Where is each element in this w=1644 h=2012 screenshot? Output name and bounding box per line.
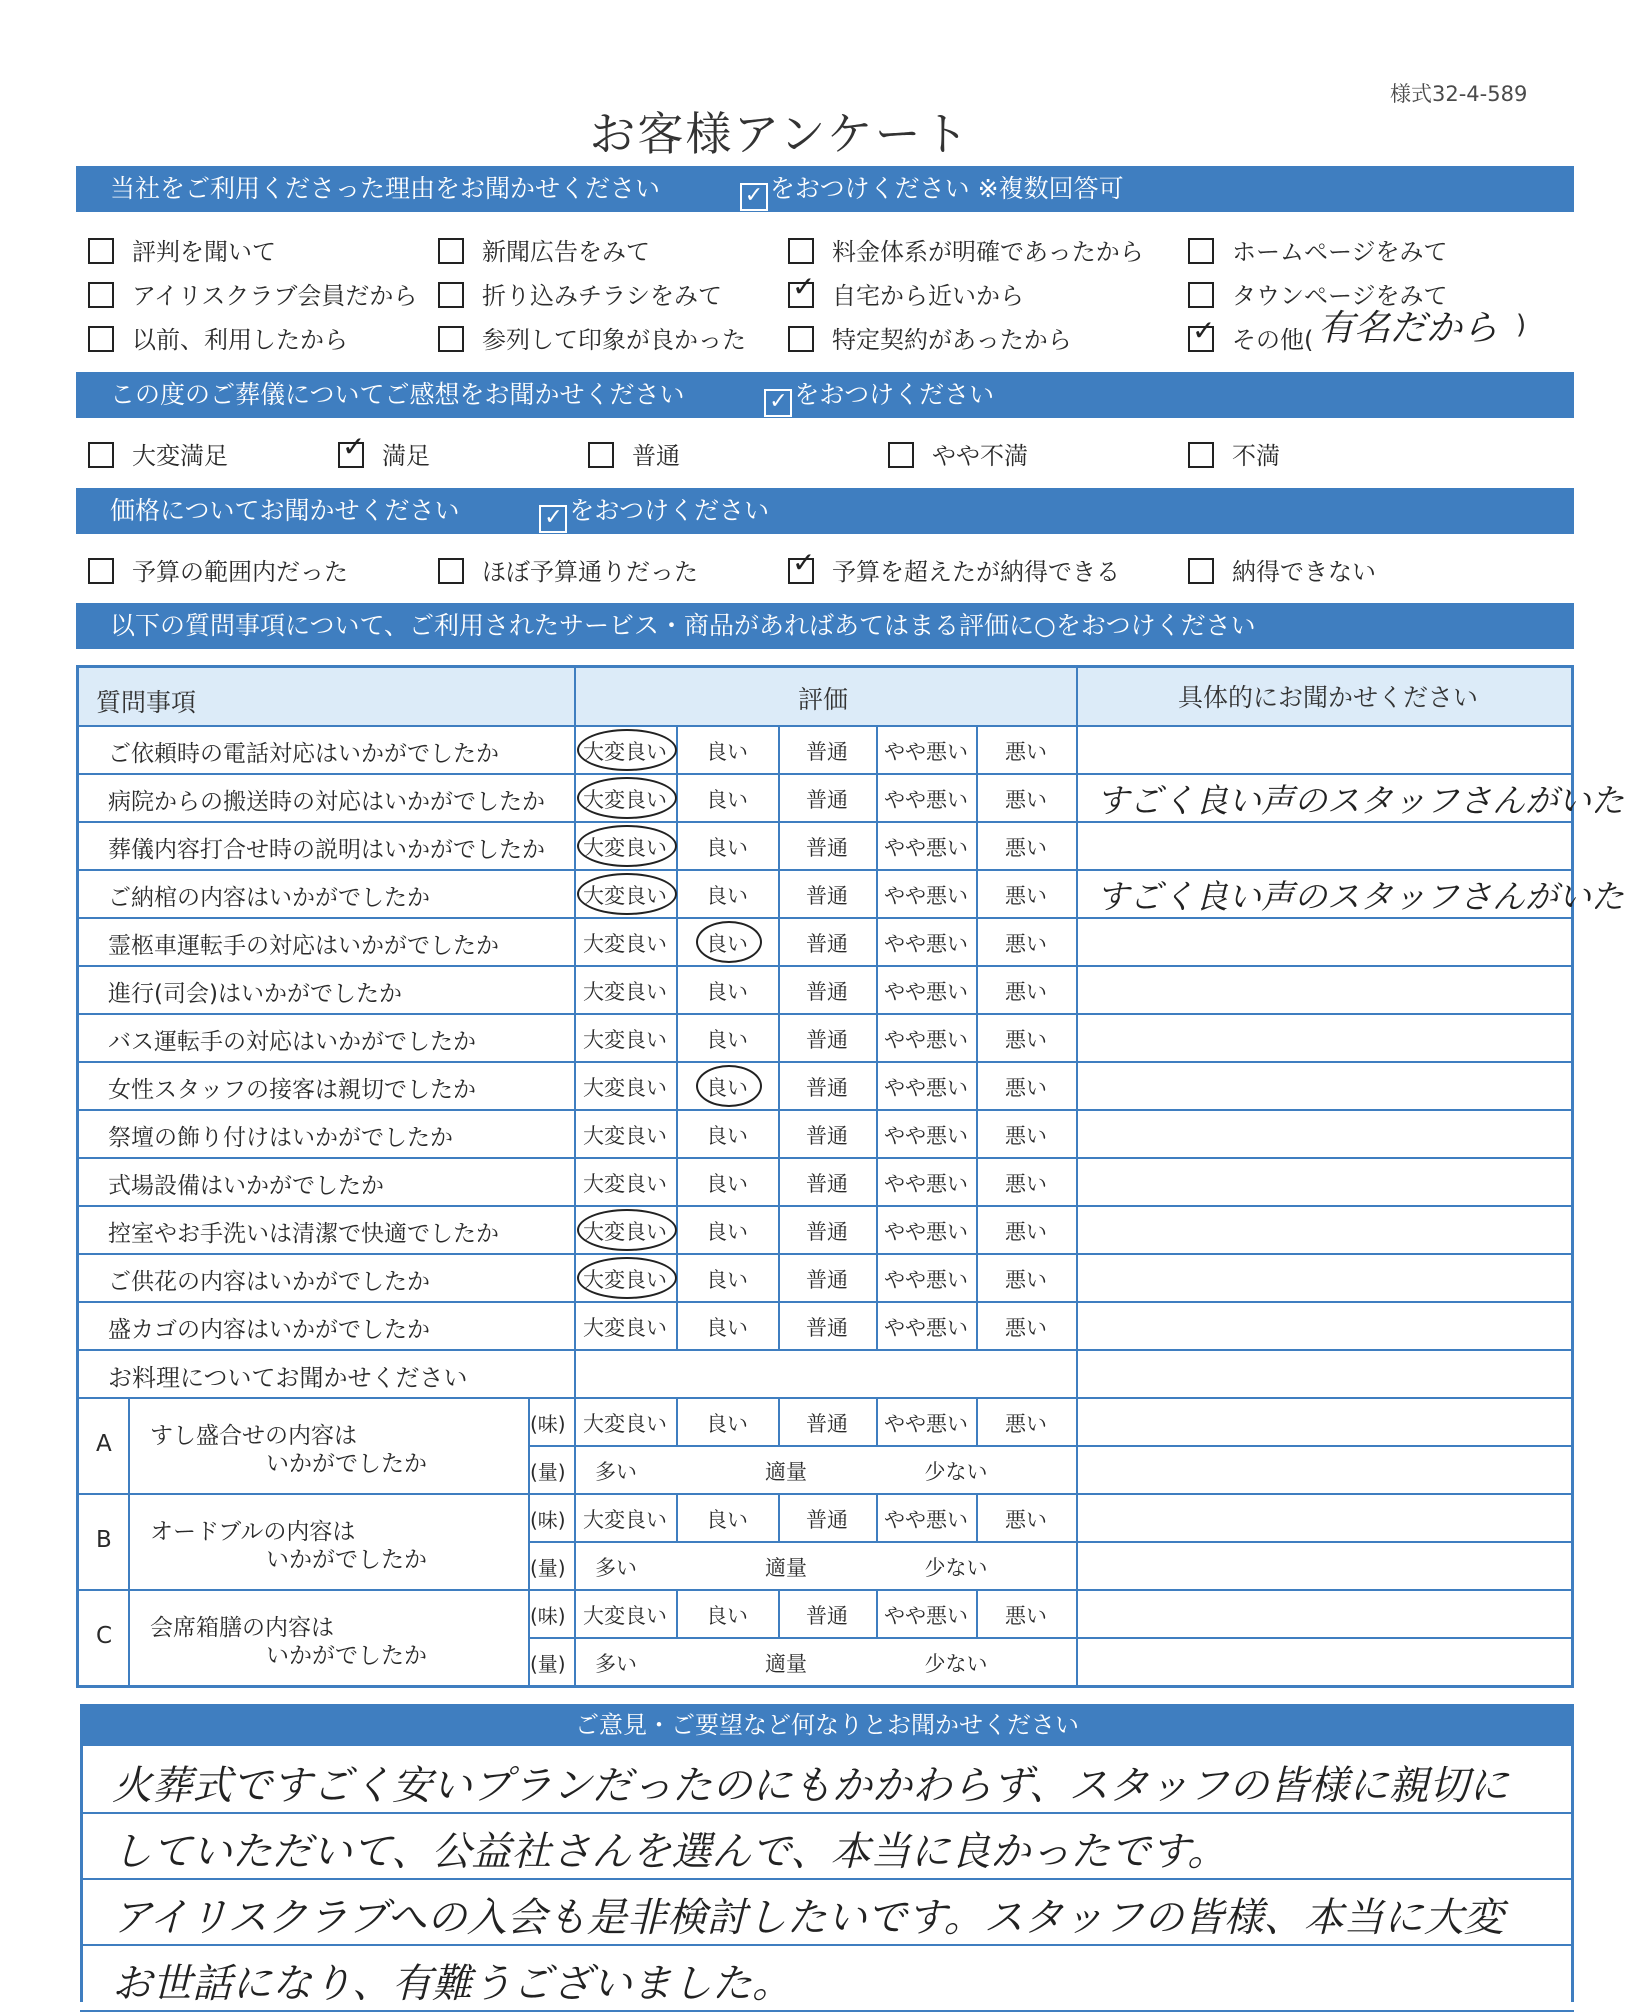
selected-rating-circle <box>577 873 677 915</box>
rating-option[interactable]: 普通 <box>806 1220 848 1244</box>
question-label: 進行(司会)はいかがでしたか <box>108 981 402 1007</box>
rating-option[interactable]: 大変良い <box>583 1124 667 1148</box>
amount-option[interactable]: 多い <box>595 1460 637 1484</box>
taste-label: (味) <box>530 1604 566 1628</box>
rating-option[interactable]: 悪い <box>1005 1076 1047 1100</box>
remark-line: 火葬式ですごく安いプランだったのにもかかわらず、スタッフの皆様に親切に <box>112 1763 1509 1809</box>
taste-label: (味) <box>530 1412 566 1436</box>
checkbox[interactable] <box>88 442 114 468</box>
amount-option[interactable]: 少ない <box>924 1460 988 1484</box>
grid-rule <box>528 1445 1574 1447</box>
remark-rule <box>80 1812 1574 1814</box>
rating-option[interactable]: 良い <box>706 1124 748 1148</box>
checked-checkbox[interactable] <box>338 442 364 468</box>
checkbox[interactable] <box>1188 282 1214 308</box>
option-label: 折り込みチラシをみて <box>482 282 722 310</box>
rating-option[interactable]: 悪い <box>1005 1268 1047 1292</box>
checked-checkbox[interactable] <box>788 282 814 308</box>
taste-label: (味) <box>530 1508 566 1532</box>
question-label: 霊柩車運転手の対応はいかがでしたか <box>108 933 499 959</box>
option-label: 普通 <box>632 442 680 470</box>
rating-option[interactable]: やや悪い <box>884 932 968 956</box>
impression-header-suffix: をおつけください <box>794 380 995 409</box>
rating-option[interactable]: やや悪い <box>884 1172 968 1196</box>
rating-option[interactable]: 普通 <box>806 1124 848 1148</box>
rating-option[interactable]: 良い <box>706 1028 748 1052</box>
rating-option[interactable]: 悪い <box>1005 1220 1047 1244</box>
rating-option[interactable]: 良い <box>706 1220 748 1244</box>
option-item[interactable] <box>1188 320 1313 355</box>
grid-rule <box>76 1685 1574 1687</box>
checked-checkbox[interactable] <box>788 558 814 584</box>
amount-option[interactable]: 適量 <box>765 1652 807 1676</box>
question-label: 控室やお手洗いは清潔で快適でしたか <box>108 1221 499 1247</box>
option-label: やや不満 <box>932 442 1028 470</box>
grid-rule <box>76 1397 1574 1399</box>
rating-option[interactable]: 悪い <box>1005 980 1047 1004</box>
amount-label: (量) <box>530 1556 566 1580</box>
option-label: その他( <box>1232 326 1314 354</box>
checkbox[interactable] <box>588 442 614 468</box>
option-item[interactable] <box>88 320 348 355</box>
rating-option[interactable]: 大変良い <box>583 980 667 1004</box>
remarks-frame <box>1571 1704 1574 2002</box>
amount-option[interactable]: 多い <box>595 1556 637 1580</box>
amount-label: (量) <box>530 1460 566 1484</box>
question-label: ご供花の内容はいかがでしたか <box>108 1269 430 1295</box>
reason-header <box>76 166 1574 212</box>
remark-line: していただいて、公益社さんを選んで、本当に良かったです。 <box>112 1829 1228 1875</box>
food-letter: A <box>96 1431 112 1457</box>
rating-option[interactable]: 良い <box>706 1268 748 1292</box>
rating-option[interactable]: 普通 <box>806 932 848 956</box>
question-label: 女性スタッフの接客は親切でしたか <box>108 1077 476 1103</box>
rating-option[interactable]: 普通 <box>806 1076 848 1100</box>
question-label: 葬儀内容打合せ時の説明はいかがでしたか <box>108 837 545 863</box>
rating-option[interactable]: 大変良い <box>583 740 667 764</box>
remark-line: アイリスクラブへの入会も是非検討したいです。スタッフの皆様、本当に大変 <box>112 1895 1504 1941</box>
option-item[interactable] <box>88 276 417 311</box>
taste-option[interactable]: 普通 <box>806 1604 848 1628</box>
grid-rule <box>76 665 1574 668</box>
question-label: 盛カゴの内容はいかがでしたか <box>108 1317 430 1343</box>
option-label: 参列して印象が良かった <box>482 326 746 354</box>
grid-rule <box>528 1637 1574 1639</box>
grid-rule <box>76 1301 1574 1303</box>
grid-rule <box>76 1589 1574 1591</box>
selected-rating-circle <box>696 1065 762 1107</box>
rating-option[interactable]: 良い <box>706 1316 748 1340</box>
option-item[interactable] <box>888 436 1028 471</box>
question-label: 病院からの搬送時の対応はいかがでしたか <box>108 789 545 815</box>
rating-option[interactable]: やや悪い <box>884 980 968 1004</box>
question-label: バス運転手の対応はいかがでしたか <box>108 1029 476 1055</box>
rating-option[interactable]: やや悪い <box>884 1124 968 1148</box>
taste-option[interactable]: 普通 <box>806 1412 848 1436</box>
taste-option[interactable]: やや悪い <box>884 1412 968 1436</box>
grid-rule <box>76 1253 1574 1255</box>
rating-option[interactable]: 良い <box>706 740 748 764</box>
rating-option[interactable]: 大変良い <box>583 932 667 956</box>
price-header-suffix: をおつけください <box>569 496 770 525</box>
option-label: 不満 <box>1232 442 1280 470</box>
selected-rating-circle <box>696 921 762 963</box>
rating-option[interactable]: 悪い <box>1005 1172 1047 1196</box>
question-label: ご依頼時の電話対応はいかがでしたか <box>108 741 499 767</box>
checkbox[interactable] <box>438 326 464 352</box>
food-question-line2: いかがでしたか <box>266 1547 427 1573</box>
rating-option[interactable]: 悪い <box>1005 884 1047 908</box>
sample-checkbox-icon: ✓ <box>740 183 768 211</box>
option-item[interactable] <box>438 276 722 311</box>
food-header: お料理についてお聞かせください <box>108 1364 468 1392</box>
rating-option[interactable]: 大変良い <box>583 1268 667 1292</box>
rating-option[interactable]: 悪い <box>1005 1124 1047 1148</box>
rating-option[interactable]: 大変良い <box>583 884 667 908</box>
grid-rule <box>528 1541 1574 1543</box>
option-item[interactable] <box>1188 436 1280 471</box>
option-label: 評判を聞いて <box>132 238 276 266</box>
option-item[interactable] <box>88 436 228 471</box>
rating-option[interactable]: 大変良い <box>583 1076 667 1100</box>
rating-option[interactable]: 良い <box>706 932 748 956</box>
grid-rule <box>1076 665 1078 1685</box>
selected-rating-circle <box>577 729 677 771</box>
rating-option[interactable]: 悪い <box>1005 1028 1047 1052</box>
grid-rule <box>76 1205 1574 1207</box>
col-rating-label: 評価 <box>798 685 849 714</box>
reason-other-close: ) <box>1516 310 1527 340</box>
impression-header <box>76 372 1574 418</box>
amount-option[interactable]: 適量 <box>765 1460 807 1484</box>
amount-option[interactable]: 少ない <box>924 1556 988 1580</box>
food-letter: C <box>96 1623 113 1649</box>
rating-option[interactable]: 良い <box>706 836 748 860</box>
form-id: 様式32-4-589 <box>1390 82 1528 106</box>
amount-option[interactable]: 多い <box>595 1652 637 1676</box>
checkbox[interactable] <box>438 238 464 264</box>
remark-rule <box>80 1944 1574 1946</box>
price-header <box>76 488 1574 534</box>
option-item[interactable] <box>788 276 1024 311</box>
food-question-line1: すし盛合せの内容は <box>150 1423 357 1449</box>
option-item[interactable] <box>338 436 430 471</box>
grid-rule <box>76 1109 1574 1111</box>
food-letter: B <box>96 1527 112 1553</box>
checkbox[interactable] <box>888 442 914 468</box>
amount-label: (量) <box>530 1652 566 1676</box>
rating-option[interactable]: やや悪い <box>884 740 968 764</box>
option-label: 新聞広告をみて <box>482 238 650 266</box>
taste-option[interactable]: 大変良い <box>583 1508 667 1532</box>
rating-option[interactable]: やや悪い <box>884 1316 968 1340</box>
comment-text: すごく良い声のスタッフさんがいた <box>1096 877 1624 916</box>
grid-rule <box>76 1157 1574 1159</box>
rating-option[interactable]: 普通 <box>806 1268 848 1292</box>
option-label: アイリスクラブ会員だから <box>132 282 418 310</box>
food-question-line1: 会席箱膳の内容は <box>150 1615 334 1641</box>
checkbox[interactable] <box>438 282 464 308</box>
checkbox[interactable] <box>788 326 814 352</box>
option-item[interactable] <box>1188 232 1448 267</box>
remarks-frame <box>80 1704 83 2002</box>
option-label: 自宅から近いから <box>832 282 1024 310</box>
option-label: 料金体系が明確であったから <box>832 238 1144 266</box>
reason-header-text: 当社をご利用くださった理由をお聞かせください <box>110 174 661 203</box>
option-item[interactable] <box>438 320 746 355</box>
rating-option[interactable]: やや悪い <box>884 884 968 908</box>
option-label: 満足 <box>382 442 430 470</box>
rating-option[interactable]: やや悪い <box>884 836 968 860</box>
selected-rating-circle <box>577 1209 677 1251</box>
rating-option[interactable]: 大変良い <box>583 836 667 860</box>
rating-option[interactable]: 普通 <box>806 884 848 908</box>
rating-option[interactable]: やや悪い <box>884 1268 968 1292</box>
checkbox[interactable] <box>88 282 114 308</box>
rating-option[interactable]: 大変良い <box>583 1220 667 1244</box>
taste-option[interactable]: やや悪い <box>884 1508 968 1532</box>
grid-rule <box>76 965 1574 967</box>
rating-option[interactable]: 良い <box>706 788 748 812</box>
sample-checkbox-icon: ✓ <box>764 389 792 417</box>
reason-other-text: 有名だから <box>1318 308 1499 349</box>
option-item[interactable] <box>788 552 1120 587</box>
taste-option[interactable]: 良い <box>706 1604 748 1628</box>
option-item[interactable] <box>1188 552 1376 587</box>
checkbox[interactable] <box>788 238 814 264</box>
grid-rule <box>128 1397 130 1685</box>
option-item[interactable] <box>438 552 698 587</box>
food-question-line2: いかがでしたか <box>266 1451 427 1477</box>
sample-checkbox-icon: ✓ <box>539 505 567 533</box>
selected-rating-circle <box>577 1257 677 1299</box>
selected-rating-circle <box>577 777 677 819</box>
rating-option[interactable]: やや悪い <box>884 1028 968 1052</box>
rating-option[interactable]: 良い <box>706 884 748 908</box>
grid-rule <box>76 1493 1574 1495</box>
checkbox[interactable] <box>1188 442 1214 468</box>
rating-option[interactable]: 普通 <box>806 1028 848 1052</box>
rating-option[interactable]: 良い <box>706 1172 748 1196</box>
rating-header <box>76 603 1574 649</box>
grid-rule <box>76 1061 1574 1063</box>
option-label: 予算を超えたが納得できる <box>832 558 1120 586</box>
grid-rule <box>76 1349 1574 1351</box>
rating-option[interactable]: 悪い <box>1005 788 1047 812</box>
rating-option[interactable]: 普通 <box>806 1172 848 1196</box>
taste-option[interactable]: 悪い <box>1005 1412 1047 1436</box>
selected-rating-circle <box>577 825 677 867</box>
checked-checkbox[interactable] <box>1188 326 1214 352</box>
rating-header-text: 以下の質問事項について、ご利用されたサービス・商品があればあてはまる評価に○をおつけください <box>110 611 1256 640</box>
page-title: お客様アンケート <box>589 107 971 161</box>
question-label: 式場設備はいかがでしたか <box>108 1173 384 1199</box>
option-label: 納得できない <box>1232 558 1376 586</box>
rating-option[interactable]: やや悪い <box>884 1220 968 1244</box>
taste-option[interactable]: 良い <box>706 1412 748 1436</box>
rating-option[interactable]: やや悪い <box>884 1076 968 1100</box>
option-label: 予算の範囲内だった <box>132 558 348 586</box>
option-label: 以前、利用したから <box>132 326 348 354</box>
taste-option[interactable]: 大変良い <box>583 1604 667 1628</box>
rating-option[interactable]: 大変良い <box>583 1028 667 1052</box>
option-item[interactable] <box>88 552 348 587</box>
rating-option[interactable]: 悪い <box>1005 932 1047 956</box>
remark-line: お世話になり、有難うございました。 <box>112 1961 792 2007</box>
reason-header-suffix: をおつけください ※複数回答可 <box>769 174 1124 203</box>
col-detail-label: 具体的にお聞かせください <box>1178 683 1479 712</box>
remarks-header <box>80 1704 1574 1746</box>
grid-rule <box>76 665 79 1685</box>
rating-option[interactable]: やや悪い <box>884 788 968 812</box>
price-header-text: 価格についてお聞かせください <box>110 496 460 525</box>
rating-option[interactable]: 大変良い <box>583 1172 667 1196</box>
option-label: タウンページをみて <box>1232 282 1448 310</box>
comment-text: すごく良い声のスタッフさんがいた <box>1096 781 1624 820</box>
rating-option[interactable]: 普通 <box>806 740 848 764</box>
checkbox[interactable] <box>88 326 114 352</box>
option-item[interactable] <box>788 320 1072 355</box>
option-label: ホームページをみて <box>1232 238 1448 266</box>
taste-option[interactable]: 悪い <box>1005 1604 1047 1628</box>
rating-option[interactable]: 悪い <box>1005 836 1047 860</box>
option-label: 大変満足 <box>132 442 228 470</box>
grid-rule <box>76 725 1574 727</box>
taste-option[interactable]: 良い <box>706 1508 748 1532</box>
remarks-header-text: ご意見・ご要望など何なりとお聞かせください <box>575 1711 1079 1739</box>
rating-option[interactable]: 普通 <box>806 1316 848 1340</box>
amount-option[interactable]: 適量 <box>765 1556 807 1580</box>
rating-option[interactable]: 普通 <box>806 980 848 1004</box>
question-label: ご納棺の内容はいかがでしたか <box>108 885 430 911</box>
checkbox[interactable] <box>88 238 114 264</box>
option-item[interactable] <box>438 232 650 267</box>
option-item[interactable] <box>588 436 680 471</box>
rating-option[interactable]: 普通 <box>806 788 848 812</box>
grid-rule <box>76 1013 1574 1015</box>
rating-option[interactable]: 大変良い <box>583 1316 667 1340</box>
rating-option[interactable]: 悪い <box>1005 1316 1047 1340</box>
rating-option[interactable]: 普通 <box>806 836 848 860</box>
checkbox[interactable] <box>88 558 114 584</box>
taste-option[interactable]: やや悪い <box>884 1604 968 1628</box>
option-label: 特定契約があったから <box>832 326 1072 354</box>
option-item[interactable] <box>88 232 276 267</box>
rating-option[interactable]: 良い <box>706 980 748 1004</box>
food-question-line2: いかがでしたか <box>266 1643 427 1669</box>
checkbox[interactable] <box>438 558 464 584</box>
checkbox[interactable] <box>1188 238 1214 264</box>
remark-rule <box>80 1878 1574 1880</box>
question-label: 祭壇の飾り付けはいかがでしたか <box>108 1125 453 1151</box>
taste-option[interactable]: 悪い <box>1005 1508 1047 1532</box>
impression-header-text: この度のご葬儀についてご感想をお聞かせください <box>110 380 685 409</box>
taste-option[interactable]: 普通 <box>806 1508 848 1532</box>
taste-option[interactable]: 大変良い <box>583 1412 667 1436</box>
amount-option[interactable]: 少ない <box>924 1652 988 1676</box>
checkbox[interactable] <box>1188 558 1214 584</box>
food-question-line1: オードブルの内容は <box>150 1519 356 1545</box>
option-item[interactable] <box>788 232 1144 267</box>
option-label: ほぼ予算通りだった <box>482 558 698 586</box>
rating-option[interactable]: 悪い <box>1005 740 1047 764</box>
rating-option[interactable]: 大変良い <box>583 788 667 812</box>
rating-option[interactable]: 良い <box>706 1076 748 1100</box>
col-question-label: 質問事項 <box>96 688 197 717</box>
